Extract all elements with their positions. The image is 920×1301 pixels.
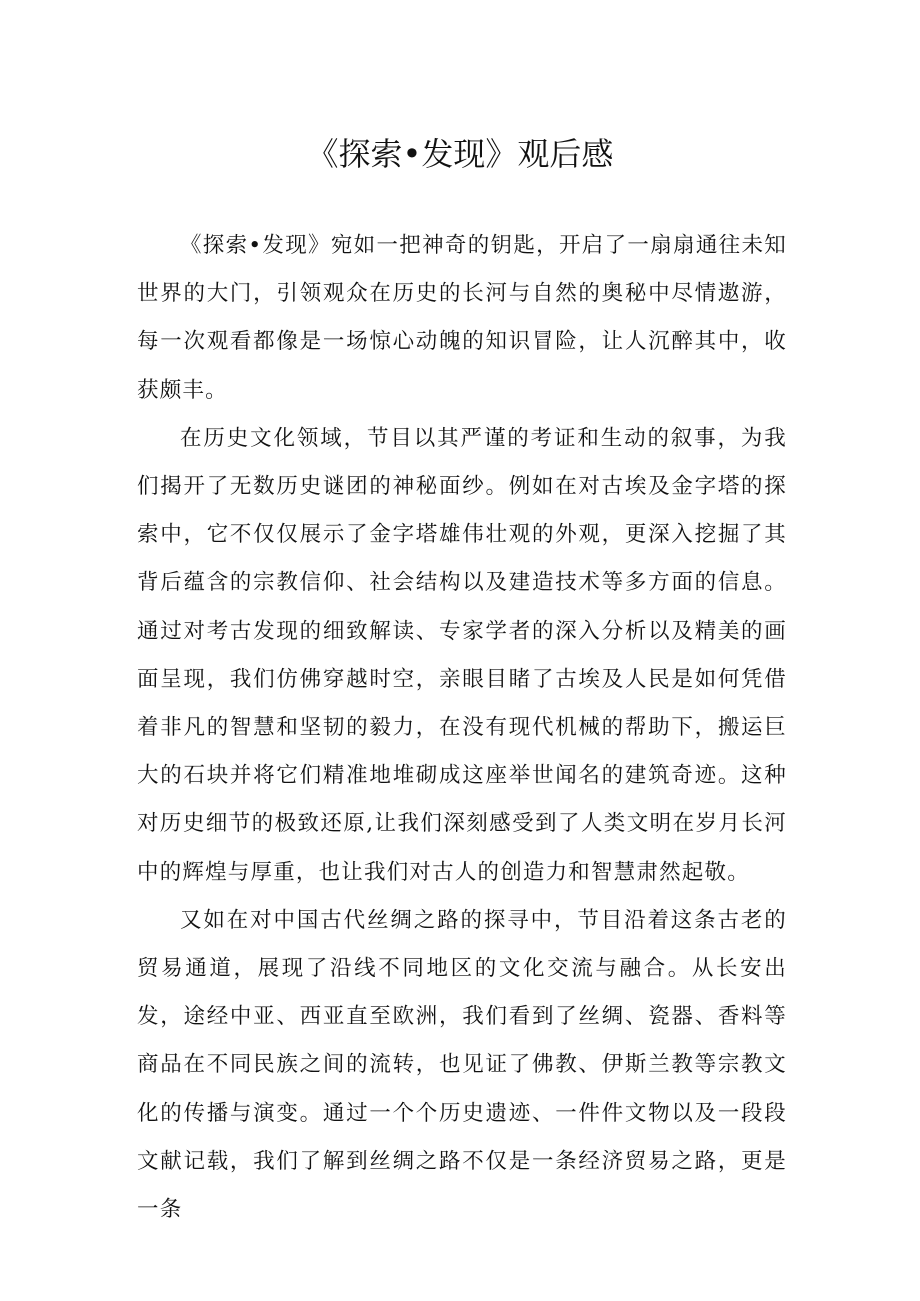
paragraph-intro: 《探索•发现》宛如一把神奇的钥匙，开启了一扇扇通往未知世界的大门，引领观众在历史的长河与自然的奥秘中尽情遨游，每一次观看都像是一场惊心动魄的知识冒险，让人沉醉其中，收获颇丰。 — [137, 233, 787, 403]
document-title: 《探索•发现》观后感 — [306, 135, 614, 173]
document-body — [137, 222, 787, 1234]
paragraph-history-culture: 在历史文化领域，节目以其严谨的考证和生动的叙事，为我们揭开了无数历史谜团的神秘面纱。例如在对古埃及金字塔的探索中，它不仅仅展示了金字塔雄伟壮观的外观，更深入挖掘了其背后蕴含的宗教信仰、社会结构以及建造技术等多方面的信息。通过对考古发现的细致解读、专家学者的深入分析以及精美的画面呈现，我们仿佛穿越时空，亲眼目睹了古埃及人民是如何凭借着非凡的智慧和坚韧的毅力，在没有现代机械的帮助下，搬运巨大的石块并将它们精准地堆砌成这座举世闻名的建筑奇迹。这种对历史细节的极致还原,让我们深刻感受到了人类文明在岁月长河中的辉煌与厚重，也让我们对古人的创造力和智慧肃然起敬。 — [137, 425, 787, 885]
paragraph-silk-road: 又如在对中国古代丝绸之路的探寻中，节目沿着这条古老的贸易通道，展现了沿线不同地区的文化交流与融合。从长安出发，途经中亚、西亚直至欧洲，我们看到了丝绸、瓷器、香料等商品在不同民族之间的流转，也见证了佛教、伊斯兰教等宗教文化的传播与演变。通过一个个历史遗迹、一件件文物以及一段段文献记载，我们了解到丝绸之路不仅是一条经济贸易之路，更是一条 — [137, 907, 787, 1223]
